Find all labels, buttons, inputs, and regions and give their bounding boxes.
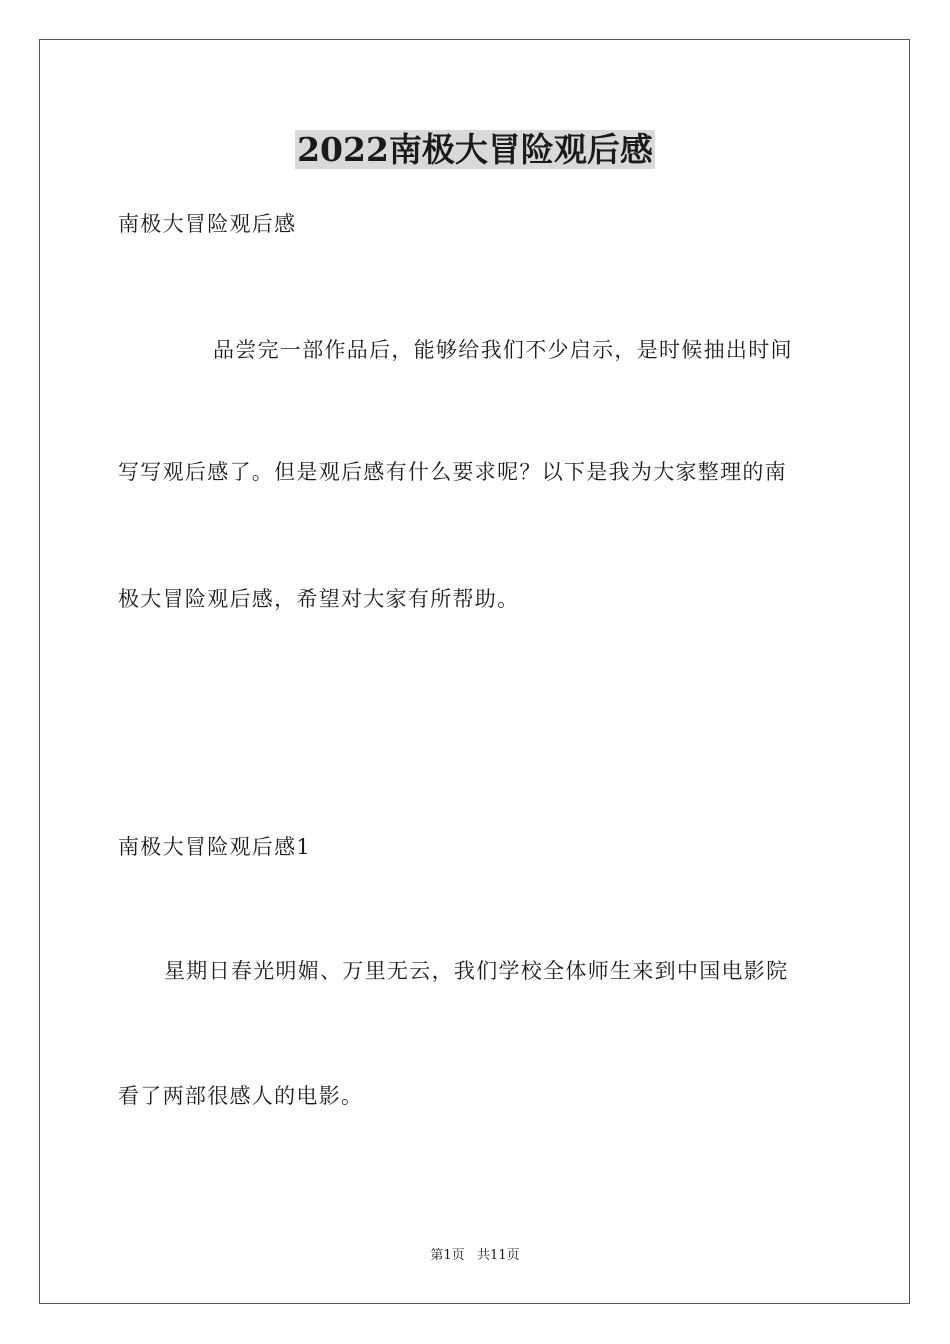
section-heading: 南极大冒险观后感1 <box>118 835 312 859</box>
document-title-text: 2022南极大冒险观后感 <box>297 130 653 169</box>
subtitle-line: 南极大冒险观后感 <box>118 212 297 236</box>
paragraph-line: 品尝完一部作品后，能够给我们不少启示，是时候抽出时间 <box>213 338 793 362</box>
document-title <box>0 128 950 172</box>
page-footer: 第1页 共11页 <box>430 1248 520 1263</box>
paragraph-line: 极大冒险观后感，希望对大家有所帮助。 <box>118 587 520 611</box>
paragraph-line: 看了两部很感人的电影。 <box>118 1084 364 1108</box>
paragraph-line: 星期日春光明媚、万里无云，我们学校全体师生来到中国电影院 <box>164 959 789 983</box>
paragraph-line: 写写观后感了。但是观后感有什么要求呢？以下是我为大家整理的南 <box>118 460 787 484</box>
